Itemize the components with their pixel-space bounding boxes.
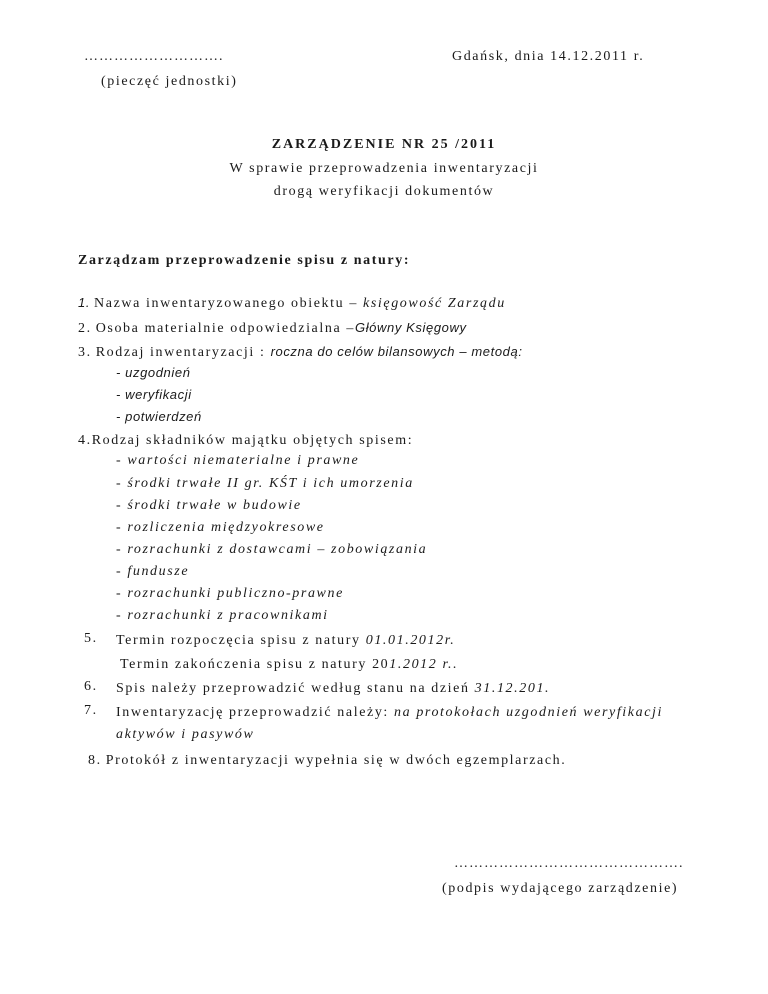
item-6-number: 6. (84, 679, 98, 694)
item-1-value: księgowość Zarządu (363, 296, 506, 311)
item-7 (116, 703, 663, 721)
item-5-end-date: 1.2012 r.. (389, 657, 459, 672)
order-title: ZARZĄDZENIE NR 25 /2011 (271, 137, 497, 152)
intro-statement: Zarządzam przeprowadzenie spisu z natury: (78, 253, 411, 268)
asset-item: - środki trwałe w budowie (116, 498, 302, 513)
item-4-number: 4. (78, 433, 92, 448)
item-8 (88, 751, 566, 769)
item-8-number: 8. (88, 753, 102, 768)
item-5-start (116, 631, 455, 649)
item-1 (78, 294, 506, 312)
signature-label: (podpis wydającego zarządzenie) (442, 881, 679, 896)
item-1-text: Nazwa inwentaryzowanego obiektu – (94, 296, 364, 311)
item-2-number: 2. (78, 321, 92, 336)
item-2 (78, 319, 467, 337)
item-3-value: roczna do celów bilansowych – metodą: (270, 344, 523, 359)
item-4 (78, 431, 413, 449)
signature-dots: ………………………………………. (454, 856, 684, 871)
method-item: - uzgodnień (116, 365, 191, 380)
asset-item: - środki trwałe II gr. KŚT i ich umorzenia (116, 476, 414, 491)
item-5-end-text: Termin zakończenia spisu z natury 20 (120, 657, 390, 672)
asset-item: - wartości niematerialne i prawne (116, 453, 360, 468)
asset-item: - rozrachunki z dostawcami – zobowiązania (116, 542, 428, 557)
method-item: - potwierdzeń (116, 409, 202, 424)
item-6-date: 31.12.201. (474, 681, 551, 696)
stamp-label: (pieczęć jednostki) (101, 74, 238, 89)
item-2-value: Główny Księgowy (354, 320, 467, 335)
item-4-text: Rodzaj składników majątku objętych spisem: (91, 433, 414, 448)
item-8-text: Protokół z inwentaryzacji wypełnia się w dwóch egzemplarzach. (105, 753, 567, 768)
item-1-number: 1. (78, 295, 91, 310)
asset-item: - fundusze (116, 564, 190, 579)
order-subtitle-line-1: W sprawie przeprowadzenia inwentaryzacji (229, 161, 539, 176)
stamp-dots: ………………………. (84, 49, 224, 64)
item-7-number: 7. (84, 703, 98, 718)
place-date: Gdańsk, dnia 14.12.2011 r. (452, 49, 645, 64)
item-3-number: 3. (78, 345, 92, 360)
asset-item: - rozrachunki publiczno-prawne (116, 586, 344, 601)
item-7-text: Inwentaryzację przeprowadzić należy: (116, 705, 395, 720)
asset-item: - rozrachunki z pracownikami (116, 608, 329, 623)
item-6 (116, 679, 550, 697)
item-5-end (120, 655, 458, 673)
item-5-start-text: Termin rozpoczęcia spisu z natury (116, 633, 366, 648)
item-5-number: 5. (84, 631, 98, 646)
item-3-text: Rodzaj inwentaryzacji : (95, 345, 271, 360)
item-5-start-date: 01.01.2012r. (365, 633, 456, 648)
asset-item: - rozliczenia międzyokresowe (116, 520, 325, 535)
item-3 (78, 343, 523, 361)
item-7-value-continued: aktywów i pasywów (116, 727, 255, 742)
order-subtitle-line-2: drogą weryfikacji dokumentów (273, 184, 495, 199)
item-2-text: Osoba materialnie odpowiedzialna – (95, 321, 355, 336)
item-7-value: na protokołach uzgodnień weryfikacji (394, 705, 664, 720)
method-item: - weryfikacji (116, 387, 192, 402)
item-6-text: Spis należy przeprowadzić według stanu na dzień (116, 681, 475, 696)
